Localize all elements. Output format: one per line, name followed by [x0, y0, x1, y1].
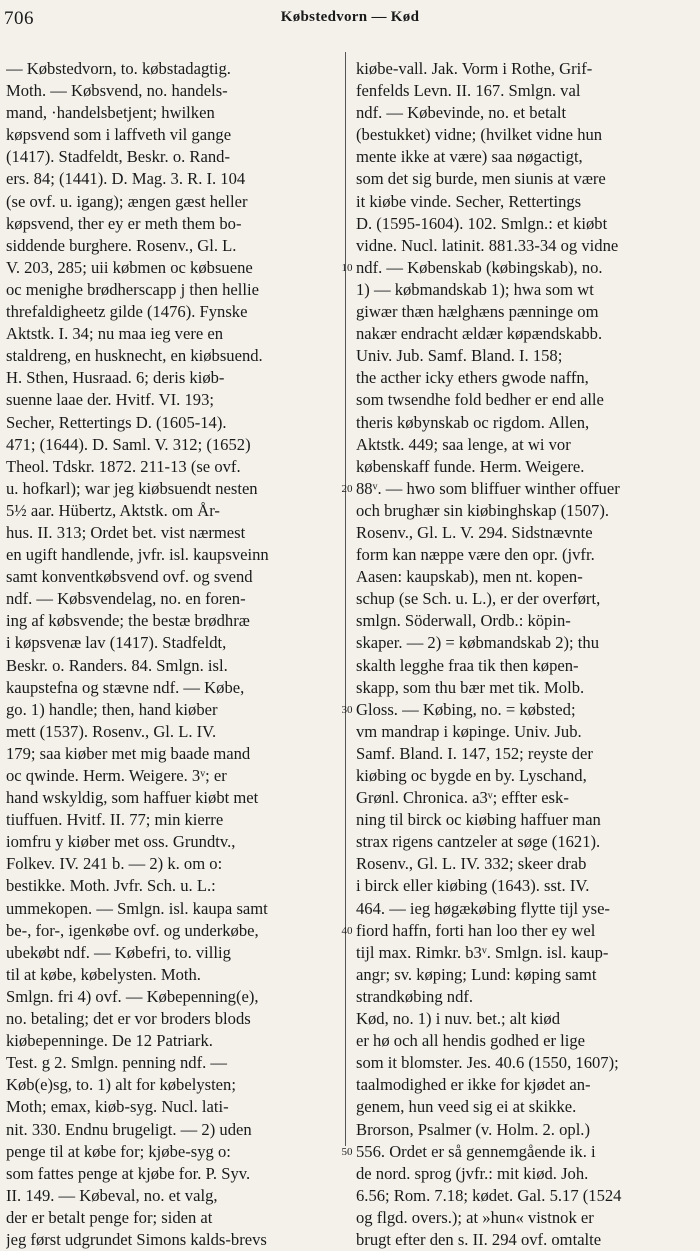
text-line: ndf. — Købsvendelag, no. en foren- — [6, 589, 246, 609]
text-line: schup (se Sch. u. L.), er der overført, — [356, 589, 601, 609]
text-line: penge til at købe for; kjøbe-syg o: — [6, 1141, 231, 1161]
text-line: Folkev. IV. 241 b. — 2) k. om o: — [6, 854, 223, 874]
text-line: Gloss. — Købing, no. = købsted; — [356, 699, 576, 719]
text-line: som fattes penge at kjøbe for. P. Syv. — [6, 1163, 251, 1183]
text-line: samt konventkøbsvend ovf. og svend — [6, 567, 253, 587]
text-line: skaper. — 2) = købmandskab 2); thu — [356, 633, 600, 653]
text-line: jeg først udgrundet Simons kalds-brevs — [6, 1229, 267, 1249]
text-line: fiord haffn, forti han loo ther ey wel — [356, 920, 596, 940]
line-number: 10 — [341, 261, 353, 274]
text-line: mett (1537). Rosenv., Gl. L. IV. — [6, 721, 217, 741]
text-line: ers. 84; (1441). D. Mag. 3. R. I. 104 — [6, 169, 246, 189]
text-line: Smlgn. fri 4) ovf. — Købepenning(e), — [6, 986, 259, 1006]
text-line: køpsvend som i laffveth vil gange — [6, 125, 232, 145]
text-line: II. 149. — Købeval, no. et valg, — [6, 1185, 218, 1205]
text-line: ubekøbt ndf. — Købefri, to. villig — [6, 942, 231, 962]
text-line: Rosenv., Gl. L. V. 294. Sidstnævnte — [356, 522, 593, 542]
text-line: i birck eller kiøbing (1643). sst. IV. — [356, 876, 590, 896]
text-line: hand wskyldig, som haffuer kiøbt met — [6, 788, 259, 808]
column-divider — [345, 52, 346, 1146]
text-line: Moth; emax, kiøb-syg. Nucl. lati- — [6, 1097, 229, 1117]
text-line: skapp, som thu bær met tik. Molb. — [356, 677, 585, 697]
text-line: V. 203, 285; uii købmen oc købsuene — [6, 257, 253, 277]
text-line: giwær thæn hælghæns pænninge om — [356, 302, 599, 322]
text-line: købenskaff funde. Herm. Weigere. — [356, 456, 585, 476]
text-line: nit. 330. Endnu brugeligt. — 2) uden — [6, 1119, 252, 1139]
text-line: smlgn. Söderwall, Ordb.: köpin- — [356, 611, 571, 631]
text-line: Køb(e)sg, to. 1) alt for købelysten; — [6, 1075, 236, 1095]
text-line: fenfelds Levn. II. 167. Smlgn. val — [356, 81, 581, 101]
text-line: strandkøbing ndf. — [356, 986, 474, 1006]
text-line: it kiøbe vinde. Secher, Rettertings — [356, 191, 582, 211]
line-number: 20 — [341, 482, 353, 495]
text-line: som it blomster. Jes. 40.6 (1550, 1607); — [356, 1053, 619, 1073]
text-line: vm mandrap i køpinge. Univ. Jub. — [356, 721, 582, 741]
text-line: suenne laae der. Hvitf. VI. 193; — [6, 390, 214, 410]
text-line: tiuffuen. Hvitf. II. 77; min kierre — [6, 810, 224, 830]
running-head: Købstedvorn — Kød — [280, 9, 420, 25]
page-number: 706 — [4, 8, 34, 29]
text-line: (se ovf. u. igang); ængen gæst heller — [6, 191, 248, 211]
text-line: no. betaling; det er vor broders blods — [6, 1009, 251, 1029]
text-line: ummekopen. — Smlgn. isl. kaupa samt — [6, 898, 268, 918]
text-line: be-, for-, igenkøbe ovf. og underkøbe, — [6, 920, 259, 940]
text-line: Beskr. o. Randers. 84. Smlgn. isl. — [6, 655, 228, 675]
text-line: kiøbe-vall. Jak. Vorm i Rothe, Grif- — [356, 59, 593, 78]
text-line: ndf. — Købenskab (købingskab), no. — [356, 257, 603, 277]
text-line: form kan næppe være den opr. (jvfr. — [356, 545, 595, 565]
text-line: Aktstk. 449; saa lenge, at wi vor — [356, 434, 571, 454]
text-line: strax rigens cantzeler at søge (1621). — [356, 832, 601, 852]
text-line: hus. II. 313; Ordet bet. vist nærmest — [6, 522, 246, 542]
text-line: Samf. Bland. I. 147, 152; reyste der — [356, 743, 593, 763]
text-line: Univ. Jub. Samf. Bland. I. 158; — [356, 346, 563, 366]
text-line: mand, ·handelsbetjent; hwilken — [6, 103, 215, 123]
text-line: som twsendhe fold bedher er end alle — [356, 390, 604, 410]
text-line: Aktstk. I. 34; nu maa ieg vere en — [6, 324, 224, 344]
text-line: 471; (1644). D. Saml. V. 312; (1652) — [6, 434, 251, 454]
text-line: 179; saa kiøber met mig baade mand — [6, 743, 251, 763]
text-line: køpsvend, ther ey er meth them bo- — [6, 213, 242, 233]
text-line: go. 1) handle; then, hand kiøber — [6, 699, 218, 719]
text-line: oc menighe brødherscapp j then hellie — [6, 279, 259, 299]
text-line: mente ikke at være) saa nøgactigt, — [356, 147, 583, 167]
line-number: 50 — [341, 1145, 353, 1158]
text-line: theris købynskab oc rigdom. Allen, — [356, 412, 590, 432]
text-line: (bestukket) vidne; (hvilket vidne hun — [356, 125, 603, 145]
text-line: kiøbepenninge. De 12 Patriark. — [6, 1031, 213, 1051]
text-line: de nord. sprog (jvfr.: mit kiød. Joh. — [356, 1163, 589, 1183]
text-line: kiøbing oc bygde en by. Lyschand, — [356, 766, 587, 785]
text-line: — Købstedvorn, to. købstadagtig. — [6, 59, 231, 78]
line-number: 40 — [341, 924, 353, 937]
text-line: staldreng, en husknecht, en kiøbsuend. — [6, 346, 263, 366]
text-line: 1) — købmandskab 1); hwa som wt — [356, 279, 594, 299]
text-line: brugt efter den s. II. 294 ovf. omtalte — [356, 1229, 602, 1249]
text-line: en ugift handlende, jvfr. isl. kaupsveinn — [6, 545, 269, 565]
text-line: ing af købsvende; the bestæ brødhræ — [6, 611, 250, 631]
text-line: the acther icky ethers gwode naffn, — [356, 368, 589, 388]
text-line: angr; sv. køping; Lund: køping samt — [356, 964, 597, 984]
text-line: threfaldigheetz gilde (1476). Fynske — [6, 302, 248, 322]
text-line: oc qwinde. Herm. Weigere. 3ᵛ; er — [6, 766, 227, 785]
text-line: til at købe, købelysten. Moth. — [6, 964, 201, 984]
text-line: og flgd. overs.); at »hun« vistnok er — [356, 1207, 594, 1227]
text-line: skalth legghe fraa tik then køpen- — [356, 655, 579, 675]
page-header — [0, 0, 700, 36]
text-line: vidne. Nucl. latinit. 881.33-34 og vidne — [356, 235, 619, 255]
text-line: er hø och all hendis godhed er lige — [356, 1031, 586, 1051]
text-line: siddende burghere. Rosenv., Gl. L. — [6, 235, 237, 255]
text-line: 5½ aar. Hübertz, Aktstk. om År- — [6, 500, 220, 520]
text-line: 556. Ordet er så gennemgående ik. i — [356, 1141, 596, 1161]
text-line: Kød, no. 1) i nuv. bet.; alt kiød — [356, 1009, 561, 1029]
text-line: u. hofkarl); war jeg kiøbsuendt nesten — [6, 478, 258, 498]
text-line: Brorson, Psalmer (v. Holm. 2. opl.) — [356, 1119, 590, 1139]
text-line: Rosenv., Gl. L. IV. 332; skeer drab — [356, 854, 587, 874]
line-number: 30 — [341, 703, 353, 716]
text-line: nakær endracht ældær køpændskabb. — [356, 324, 603, 344]
text-line: (1417). Stadfeldt, Beskr. o. Rand- — [6, 147, 230, 167]
text-line: H. Sthen, Husraad. 6; deris kiøb- — [6, 368, 225, 388]
text-line: tijl max. Rimkr. b3ᵛ. Smlgn. isl. kaup- — [356, 942, 609, 962]
text-line: genem, hun veed sig ei at skikke. — [356, 1097, 577, 1117]
text-line: ning til birck oc kiøbing haffuer man — [356, 810, 601, 830]
text-line: och brughær sin kiøbinghskap (1507). — [356, 500, 610, 520]
text-line: D. (1595-1604). 102. Smlgn.: et kiøbt — [356, 213, 608, 233]
text-line: Aasen: kaupskab), men nt. kopen- — [356, 567, 583, 587]
text-line: som det sig burde, men siunis at være — [356, 169, 606, 189]
text-line: der er betalt penge for; siden at — [6, 1207, 213, 1227]
text-line: Secher, Rettertings D. (1605-14). — [6, 412, 227, 432]
left-column — [6, 58, 340, 1251]
text-line: Theol. Tdskr. 1872. 211-13 (se ovf. — [6, 456, 241, 476]
text-line: bestikke. Moth. Jvfr. Sch. u. L.: — [6, 876, 216, 896]
text-line: iomfru y kiøber met oss. Grundtv., — [6, 832, 236, 852]
text-line: Test. g 2. Smlgn. penning ndf. — — [6, 1053, 228, 1073]
text-line: Moth. — Købsvend, no. handels- — [6, 81, 228, 101]
text-line: Grønl. Chronica. a3ᵛ; effter esk- — [356, 788, 569, 808]
text-line: i køpsvenæ lav (1417). Stadfeldt, — [6, 633, 227, 653]
text-line: 464. — ieg høgækøbing flytte tijl yse- — [356, 898, 610, 918]
text-line: ndf. — Købevinde, no. et betalt — [356, 103, 567, 123]
right-column — [356, 58, 690, 1251]
text-line: kaupstefna og stævne ndf. — Købe, — [6, 677, 245, 697]
text-line: 88ᵛ. — hwo som bliffuer winther offuer — [356, 478, 620, 498]
text-line: taalmodighed er ikke for kjødet an- — [356, 1075, 591, 1095]
text-line: 6.56; Rom. 7.18; kødet. Gal. 5.17 (1524 — [356, 1185, 622, 1205]
